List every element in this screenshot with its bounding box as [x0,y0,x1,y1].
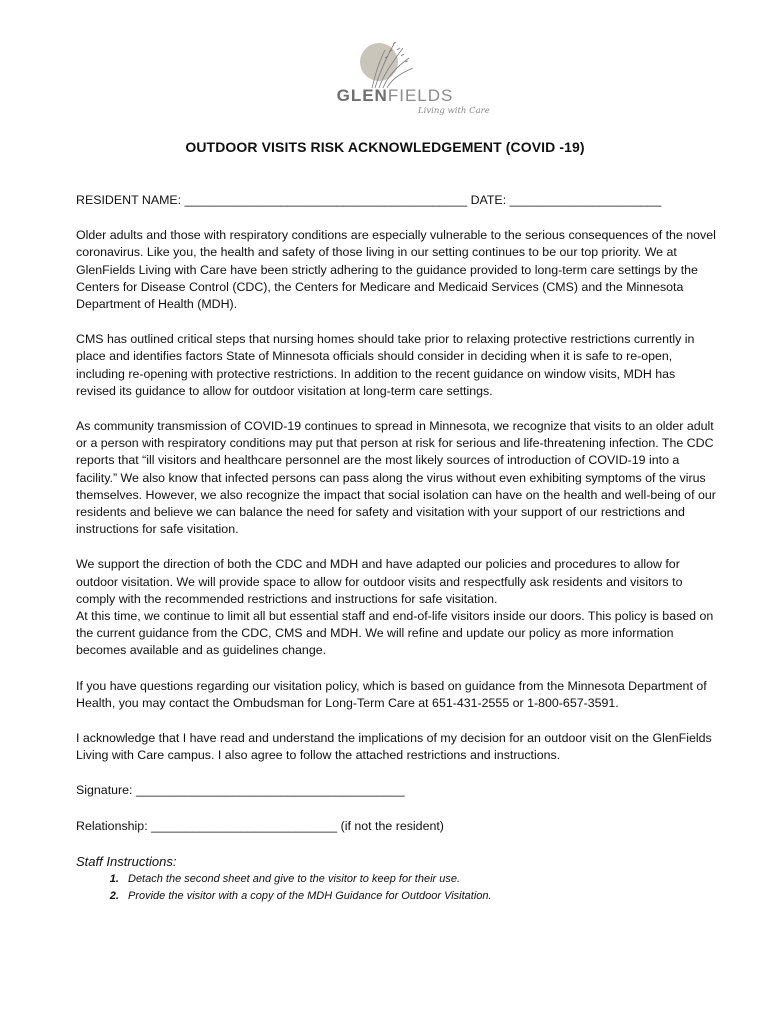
paragraph-support: We support the direction of both the CDC and MDH and have adapted our policies and procedures to allow for outdoor visitation. We will provide space to allow for outdoor visits and respectfully ask residents and visitors to comply with the recommended restrictions and instructions for safe visitation. [76,557,683,606]
brand-tagline: Living with Care [418,106,490,116]
paragraph-cms: CMS has outlined critical steps that nursing homes should take prior to relaxing protective restrictions currently in place and identifies factors State of Minnesota officials should consider in deciding when it is safe to re-open, including re-opening with protective restrictions. In addition to the recent guidance on window visits, MDH has revised its guidance to allow for outdoor visitation at long-term care settings. [76,332,695,398]
logo-mark-icon [345,36,425,92]
paragraph-limits: At this time, we continue to limit all but essential staff and end-of-life visitors inside our doors. This policy is based on the current guidance from the CDC, CMS and MDH. We will refine and update our policy as more information becomes available and as guidelines change. [76,609,714,658]
relationship-label: Relationship: [76,818,148,833]
resident-line [76,192,716,209]
date-field[interactable]: ______________________ [509,193,662,207]
relationship-line [76,818,716,835]
signature-label: Signature: [76,783,133,798]
brand-part-1: GLEN [336,86,388,105]
staff-instructions-list [76,871,716,905]
paragraph-transmission: As community transmission of COVID-19 continues to spread in Minnesota, we recognize that visits to an older adult or a person with respiratory conditions may put that person at risk for serious and life-threatening infection. The CDC reports that “ill visitors and healthcare personnel are the most likely sources of introduction of COVID-19 into a facility.” We also know that infected persons can pass along the virus without even exhibiting symptoms of the virus themselves. However, we also recognize the impact that social isolation can have on the health and well-being of our residents and believe we can balance the need for safety and visitation with your support of our restrictions and instructions for safe visitation. [76,419,716,537]
logo [0,36,770,128]
staff-instruction-item: 1. Detach the second sheet and give to the visitor to keep for their use. [122,871,716,888]
brand-wordmark [0,86,770,106]
brand-part-2: FIELDS [387,86,454,105]
signature-line [76,782,716,799]
staff-instruction-item: 2. Provide the visitor with a copy of the MDH Guidance for Outdoor Visitation. [122,888,716,905]
relationship-field[interactable]: ___________________________ [151,818,338,833]
staff-instructions-heading: Staff Instructions: [76,853,177,869]
paragraph-acknowledge: I acknowledge that I have read and understand the implications of my decision for an outdoor visit on the GlenFields Living with Care campus. I also agree to follow the attached restrictions and instructions. [76,731,712,763]
document-body [76,192,716,905]
signature-field[interactable]: _______________________________________ [135,783,405,798]
paragraph-intro: Older adults and those with respiratory conditions are especially vulnerable to the serious consequences of the novel coronavirus. Like you, the health and safety of those living in our setting continues to be our top priority. We at GlenFields Living with Care have been strictly adhering to the guidance provided to long-term care settings by the Centers for Disease Control (CDC), the Centers for Medicare and Medicaid Services (CMS) and the Minnesota Department of Health (MDH). [76,228,716,312]
resident-name-label: RESIDENT NAME: [76,193,182,207]
resident-name-field[interactable]: _________________________________________ [184,193,468,207]
document-title: OUTDOOR VISITS RISK ACKNOWLEDGEMENT (COVID -19) [185,139,585,155]
paragraph-questions: If you have questions regarding our visitation policy, which is based on guidance from the Minnesota Department of Health, you may contact the Ombudsman for Long-Term Care at 651-431-2555 or 1-800-657-3591. [76,678,707,710]
date-label: DATE: [470,193,507,207]
relationship-note: (if not the resident) [340,818,444,833]
